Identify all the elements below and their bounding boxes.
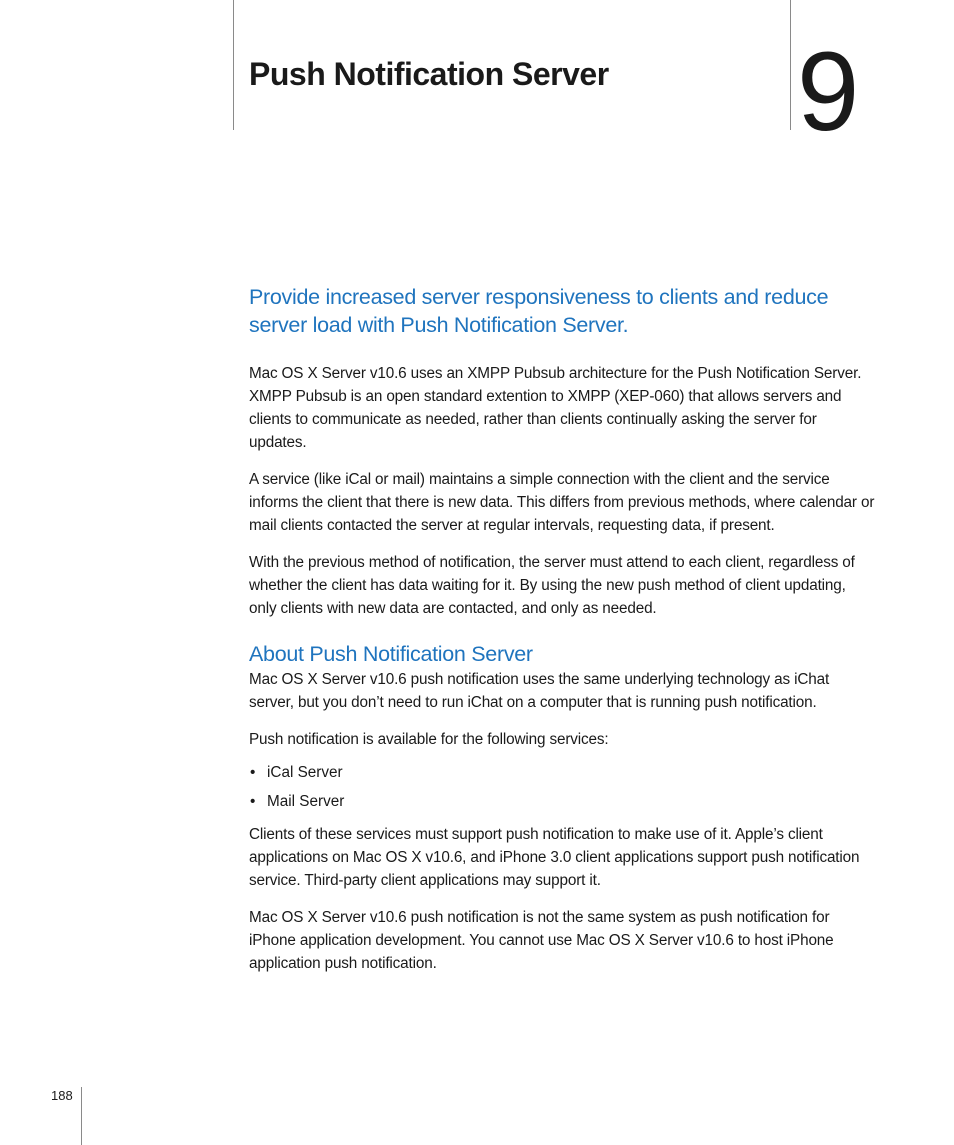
- header-left-rule: [233, 0, 234, 130]
- page-number: 188: [51, 1088, 73, 1103]
- section-heading-about: About Push Notification Server: [249, 642, 533, 666]
- chapter-number: 9: [797, 29, 857, 154]
- list-item-label: iCal Server: [267, 764, 343, 781]
- list-item-label: Mail Server: [267, 793, 345, 810]
- intro-heading: Provide increased server responsiveness to clients and reduce server load with Push Notification Server.: [249, 285, 829, 337]
- list-item: [249, 758, 875, 787]
- header-right-rule: [790, 0, 791, 130]
- about-paragraph-4: Mac OS X Server v10.6 push notification is not the same system as push notification for iPhone application development. You cannot use Mac OS X Server v10.6 to host iPhone application push notification.: [249, 909, 834, 972]
- chapter-title: Push Notification Server: [249, 56, 609, 92]
- services-list: [249, 758, 875, 816]
- intro-paragraph-2: A service (like iCal or mail) maintains a simple connection with the client and the service informs the client that there is new data. This differs from previous methods, where calendar or mail clients contacted the server at regular intervals, requesting data, if present.: [249, 471, 875, 534]
- bullet-icon: •: [250, 793, 256, 810]
- intro-paragraph-1: Mac OS X Server v10.6 uses an XMPP Pubsub architecture for the Push Notification Server. XMPP Pubsub is an open standard extention to XMPP (XEP-060) that allows servers and clients to communicate as needed, rather than clients continually asking the server for updates.: [249, 365, 862, 451]
- about-paragraph-2: Push notification is available for the following services:: [249, 731, 609, 748]
- list-item: [249, 787, 875, 816]
- intro-paragraph-3: With the previous method of notification, the server must attend to each client, regardless of whether the client has data waiting for it. By using the new push method of client updating, only clients with new data are contacted, and only as needed.: [249, 554, 855, 617]
- about-paragraph-3: Clients of these services must support push notification to make use of it. Apple’s client applications on Mac OS X v10.6, and iPhone 3.0 client applications support push notification service. Third-party client applications may support it.: [249, 826, 860, 889]
- footer-rule: [81, 1087, 82, 1145]
- chapter-body: [249, 283, 875, 989]
- about-paragraph-1: Mac OS X Server v10.6 push notification uses the same underlying technology as iChat server, but you don’t need to run iChat on a computer that is running push notification.: [249, 671, 830, 711]
- bullet-icon: •: [250, 764, 256, 781]
